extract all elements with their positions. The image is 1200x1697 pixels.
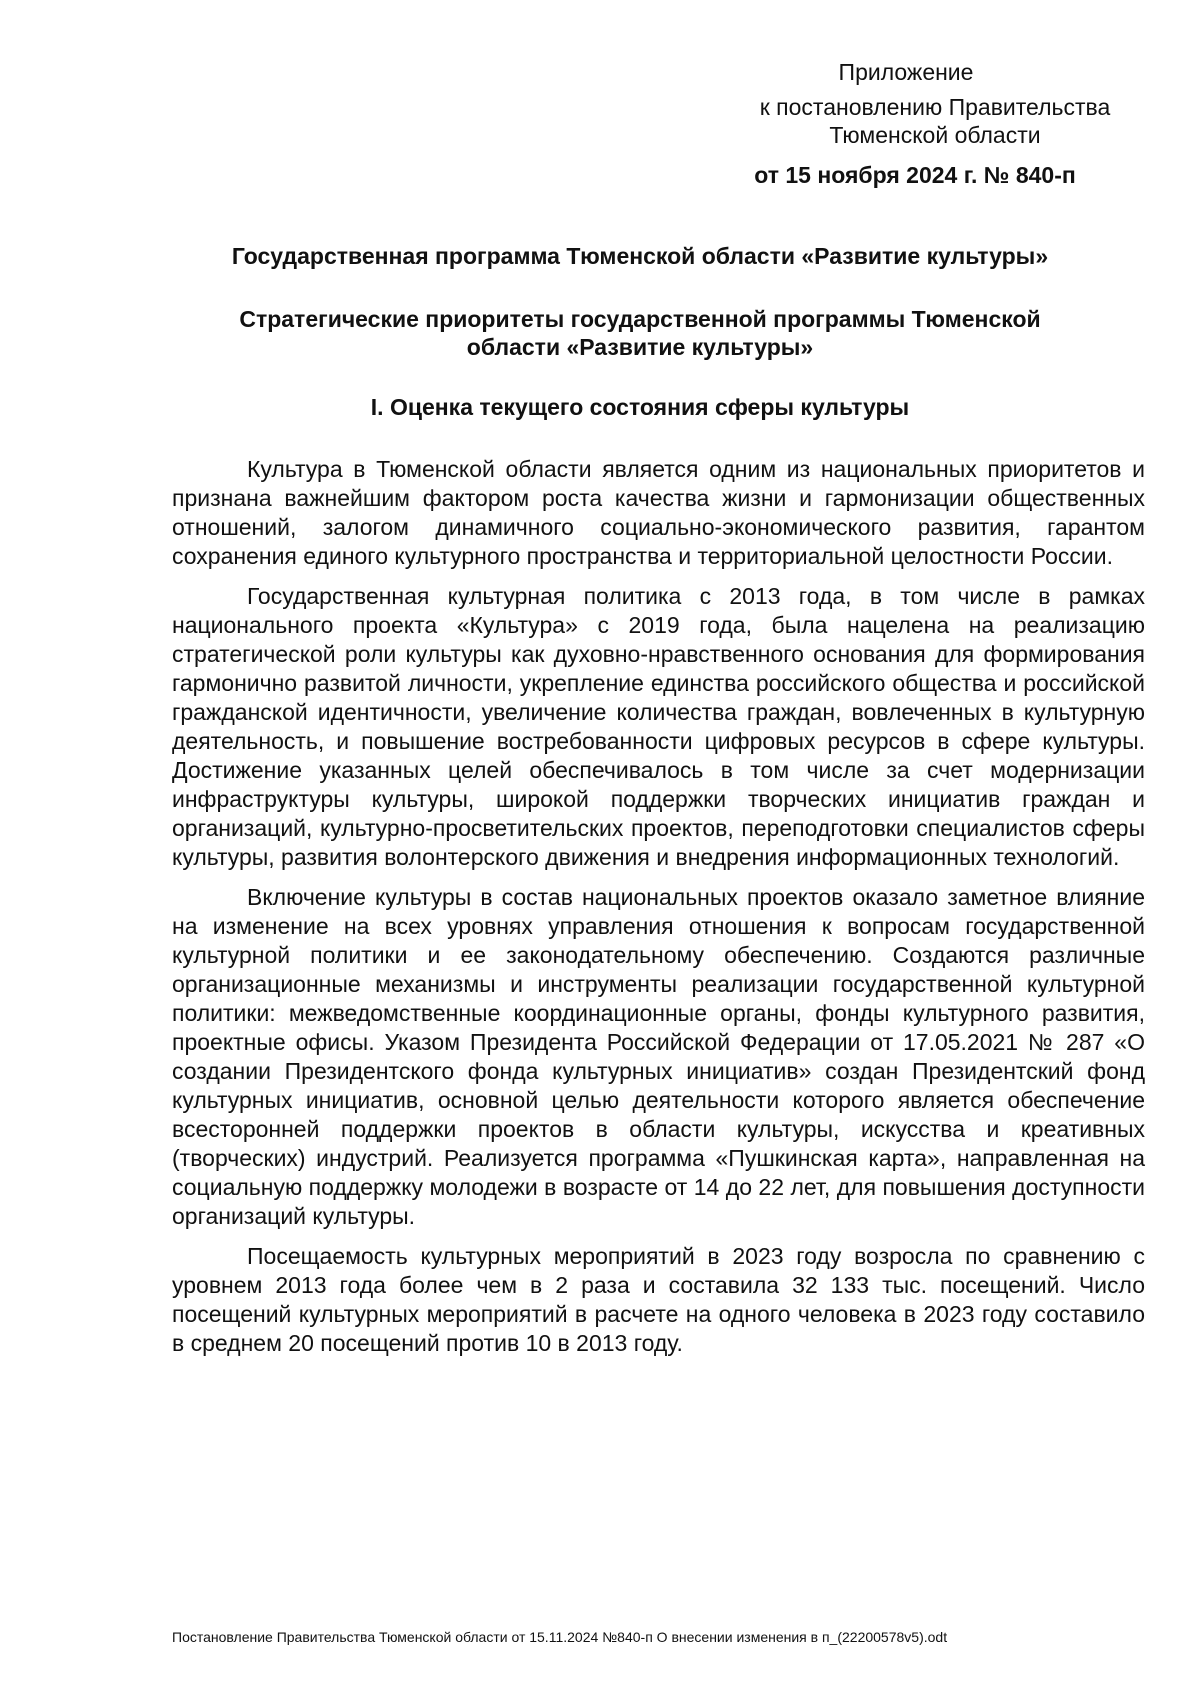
section-title: I. Оценка текущего состояния сферы культуры: [370, 394, 910, 420]
paragraph: Включение культуры в состав национальных проектов оказало заметное влияние на изменение на всех уровнях управления отношения к вопросам государственной культурной политики и ее законодательному обеспечению. Создаются различные организационные механизмы и инструменты реализации государственной культурной политики: межведомственные координационные органы, фонды культурного развития, проектные офисы. Указом Президента Российской Федерации от 17.05.2021 № 287 «О создании Президентского фонда культурных инициатив» создан Президентский фонд культурных инициатив, основной целью деятельности которого является обеспечение всесторонней поддержки проектов в области культуры, искусства и креативных (творческих) индустрий. Реализуется программа «Пушкинская карта», направленная на социальную поддержку молодежи в возрасте от 14 до 22 лет, для повышения доступности организаций культуры.: [172, 884, 1145, 1229]
page-footer: Постановление Правительства Тюменской области от 15.11.2024 №840-п О внесении изменения в п_(22200578v5).odt: [172, 1629, 948, 1645]
document-body: [172, 455, 1145, 1369]
priorities-title: Стратегические приоритеты государственной программы Тюменской области «Развитие культуры»: [239, 306, 1041, 360]
program-title: Государственная программа Тюменской области «Развитие культуры»: [231, 243, 1049, 269]
appendix-decree-line: к постановлению Правительства: [759, 94, 1111, 120]
appendix-region-line: Тюменской области: [829, 122, 1041, 148]
paragraph: Посещаемость культурных мероприятий в 2023 году возросла по сравнению с уровнем 2013 года более чем в 2 раза и составила 32 133 тыс. посещений. Число посещений культурных мероприятий в расчете на одного человека в 2023 году составило в среднем 20 посещений против 10 в 2013 году.: [172, 1243, 1145, 1356]
appendix-header: [700, 58, 1160, 189]
decree-date: от 15 ноября 2024 г. № 840-п: [754, 162, 1076, 188]
appendix-label: Приложение: [838, 59, 974, 85]
paragraph: Культура в Тюменской области является одним из национальных приоритетов и признана важнейшим фактором роста качества жизни и гармонизации общественных отношений, залогом динамичного социально-экономического развития, гарантом сохранения единого культурного пространства и территориальной целостности России.: [172, 456, 1145, 569]
paragraph: Государственная культурная политика с 2013 года, в том числе в рамках национального проекта «Культура» с 2019 года, была нацелена на реализацию стратегической роли культуры как духовно-нравственного основания для формирования гармонично развитой личности, укрепление единства российского общества и российской гражданской идентичности, увеличение количества граждан, вовлеченных в культурную деятельность, и повышение востребованности цифровых ресурсов в сфере культуры. Достижение указанных целей обеспечивалось в том числе за счет модернизации инфраструктуры культуры, широкой поддержки творческих инициатив граждан и организаций, культурно-просветительских проектов, переподготовки специалистов сферы культуры, развития волонтерского движения и внедрения информационных технологий.: [172, 583, 1145, 870]
